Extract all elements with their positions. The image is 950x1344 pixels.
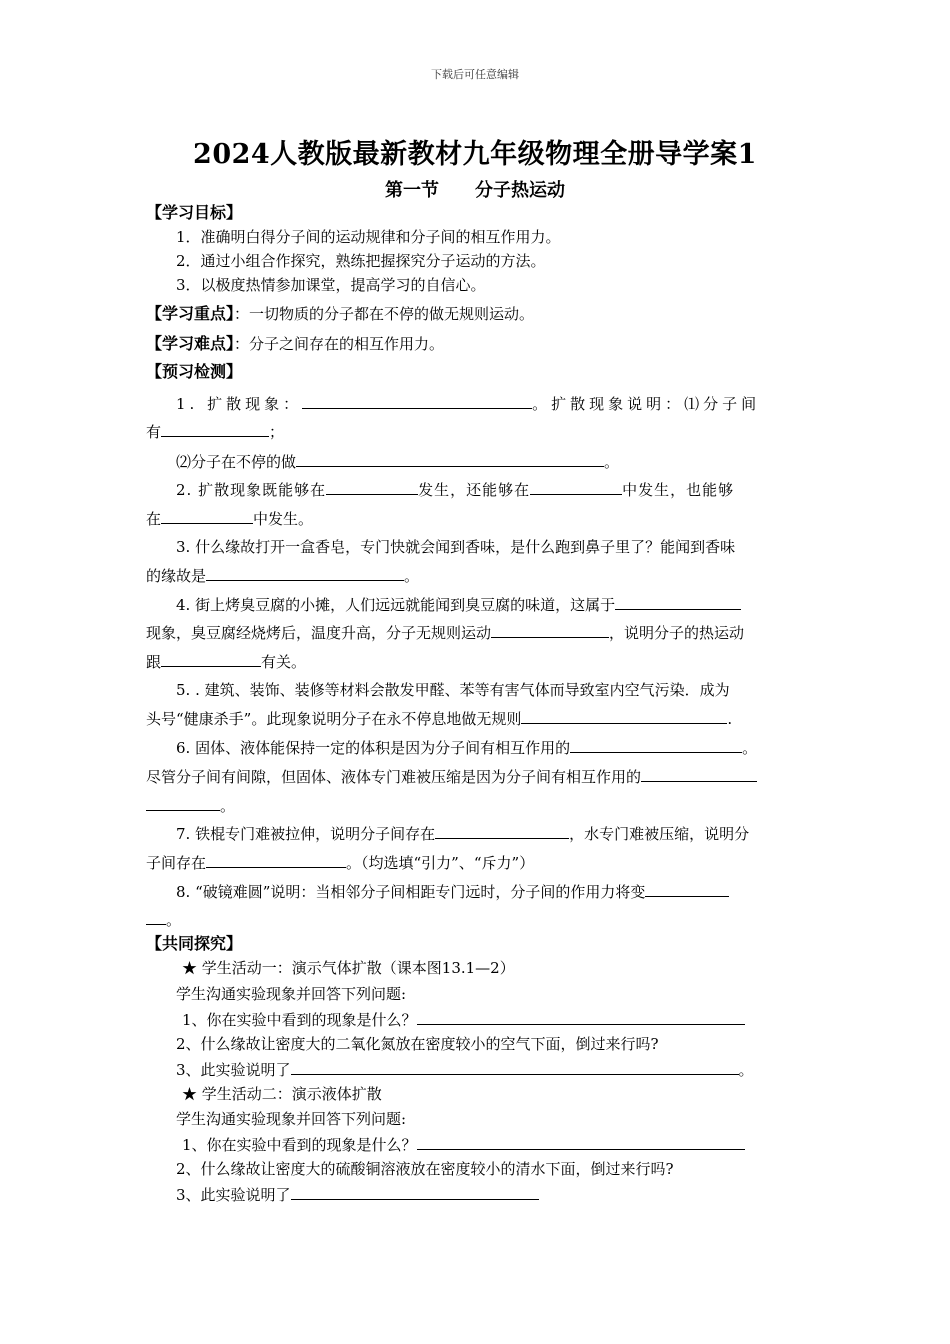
question-2 — [176, 479, 734, 500]
question-5: 5. . 建筑、装饰、装修等材料会散发甲醛、苯等有害气体而导致室内空气污染．成为 — [176, 681, 730, 699]
answer-blank[interactable] — [521, 708, 727, 724]
question-text: 中发生，也能够 — [622, 481, 735, 499]
preview-heading: 【预习检测】 — [146, 362, 243, 381]
question-2-cont — [146, 508, 313, 529]
question-7-cont — [146, 852, 534, 873]
activity-2-q2: 2、什么缘故让密度大的硫酸铜溶液放在密度较小的清水下面，倒过来行吗? — [176, 1160, 674, 1178]
key-point-heading: 【学习重点】 — [146, 304, 235, 323]
question-1 — [176, 393, 760, 414]
question-text: 1. 扩散现象： — [176, 395, 303, 413]
question-3: 3. 什么缘故打开一盒香皂，专门快就会闻到香味，是什么跑到鼻子里了？能闻到香味 — [176, 538, 736, 556]
section-title — [0, 176, 950, 202]
question-text: 。 — [220, 797, 236, 815]
question-text: 。 — [404, 567, 420, 585]
question-4 — [176, 594, 741, 615]
answer-blank[interactable] — [417, 1009, 745, 1025]
header-note: 下载后可任意编辑 — [431, 68, 519, 81]
activity-2-q3 — [176, 1184, 539, 1205]
question-text: 在 — [146, 510, 162, 528]
question-text: 。 — [166, 911, 182, 929]
answer-blank[interactable] — [291, 1059, 739, 1075]
question-6 — [176, 737, 757, 758]
key-point — [146, 304, 534, 324]
objective-item: 1．准确明白得分子间的运动规律和分子间的相互作用力。 — [176, 228, 561, 246]
activity-2-title: ★ 学生活动二：演示液体扩散 — [182, 1085, 382, 1103]
answer-blank[interactable] — [615, 594, 741, 610]
question-text: 。（均选填“引力”、“斥力”） — [346, 854, 535, 872]
difficulty-heading: 【学习难点】 — [146, 334, 235, 353]
answer-blank[interactable] — [161, 651, 261, 667]
objectives-heading: 【学习目标】 — [146, 203, 243, 222]
question-text: 头号“健康杀手”。此现象说明分子在永不停息地做无规则 — [146, 710, 522, 728]
activity-1-q2: 2、什么缘故让密度大的二氧化氮放在密度较小的空气下面，倒过来行吗? — [176, 1035, 659, 1053]
objective-item: 3．以极度热情参加课堂，提高学习的自信心。 — [176, 276, 486, 294]
question-text: 。 — [604, 453, 620, 471]
question-4-cont2 — [146, 651, 306, 672]
answer-blank[interactable] — [161, 508, 253, 524]
activity-1-intro: 学生沟通实验现象并回答下列问题: — [176, 985, 407, 1003]
question-text: 尽管分子间有间隙，但固体、液体专门难被压缩是因为分子间有相互作用的 — [146, 768, 642, 786]
answer-blank[interactable] — [302, 393, 532, 409]
activity-2-intro: 学生沟通实验现象并回答下列问题: — [176, 1110, 407, 1128]
answer-blank[interactable] — [161, 421, 269, 437]
activity-2-q1 — [182, 1134, 745, 1155]
question-text: ，说明分子的热运动 — [609, 624, 745, 642]
section-number: 第一节 — [385, 180, 439, 201]
answer-blank[interactable] — [491, 622, 609, 638]
question-text: 子间存在 — [146, 854, 207, 872]
question-6-cont — [146, 766, 757, 787]
question-8-cont — [146, 909, 181, 930]
answer-blank[interactable] — [146, 909, 166, 925]
question-text: 发生，还能够在 — [418, 481, 531, 499]
question-text: 跟 — [146, 653, 162, 671]
answer-blank[interactable] — [206, 565, 404, 581]
section-name: 分子热运动 — [475, 180, 565, 201]
answer-blank[interactable] — [645, 881, 729, 897]
question-text: 6. 固体、液体能保持一定的体积是因为分子间有相互作用的 — [176, 739, 571, 757]
question-text: 7. 铁棍专门难被拉伸，说明分子间存在 — [176, 825, 436, 843]
question-text: 1、你在实验中看到的现象是什么？ — [182, 1136, 417, 1154]
objective-item: 2．通过小组合作探究，熟练把握探究分子运动的方法。 — [176, 252, 546, 270]
question-text: 。扩散现象说明：⑴分子间 — [532, 395, 761, 413]
question-text: . — [727, 710, 733, 728]
question-6-cont2 — [146, 795, 235, 816]
question-text: 1、你在实验中看到的现象是什么？ — [182, 1011, 417, 1029]
question-text: 3、此实验说明了 — [176, 1186, 291, 1204]
activity-1-q1 — [182, 1009, 745, 1030]
document-title: 2024人教版最新教材九年级物理全册导学案1 — [193, 139, 757, 170]
question-text: 现象，臭豆腐经烧烤后，温度升高，分子无规则运动 — [146, 624, 492, 642]
question-text: 中发生。 — [253, 510, 314, 528]
question-4-cont — [146, 622, 744, 643]
answer-blank[interactable] — [146, 795, 220, 811]
difficulty-text: ：分子之间存在的相互作用力。 — [234, 335, 445, 353]
question-text: 有 — [146, 423, 162, 441]
question-text: ，水专门难被压缩，说明分 — [569, 825, 750, 843]
answer-blank[interactable] — [641, 766, 757, 782]
question-text: 4. 街上烤臭豆腐的小摊，人们远远就能闻到臭豆腐的味道，这属于 — [176, 596, 616, 614]
question-1-cont — [146, 421, 284, 442]
question-text: 。 — [738, 1061, 754, 1079]
difficulty — [146, 334, 444, 354]
question-text: ； — [269, 423, 285, 441]
explore-heading: 【共同探究】 — [146, 934, 243, 953]
question-text: 的缘故是 — [146, 567, 207, 585]
answer-blank[interactable] — [206, 852, 346, 868]
answer-blank[interactable] — [570, 737, 742, 753]
question-text: 有关。 — [261, 653, 307, 671]
activity-1-title: ★ 学生活动一：演示气体扩散（课本图13.1—2） — [182, 959, 515, 977]
answer-blank[interactable] — [291, 1184, 539, 1200]
question-text: 2. 扩散现象既能够在 — [176, 481, 327, 499]
answer-blank[interactable] — [435, 823, 569, 839]
question-text: 。 — [742, 739, 758, 757]
answer-blank[interactable] — [530, 479, 622, 495]
key-point-text: ：一切物质的分子都在不停的做无规则运动。 — [234, 305, 535, 323]
answer-blank[interactable] — [296, 451, 604, 467]
question-7 — [176, 823, 749, 844]
question-text: 3、此实验说明了 — [176, 1061, 291, 1079]
question-8 — [176, 881, 729, 902]
question-5-cont — [146, 708, 732, 729]
question-text: ⑵分子在不停的做 — [176, 453, 297, 471]
answer-blank[interactable] — [326, 479, 418, 495]
question-text: 8. “破镜难圆”说明：当相邻分子间相距专门远时，分子间的作用力将变 — [176, 883, 646, 901]
answer-blank[interactable] — [417, 1134, 745, 1150]
question-3-cont — [146, 565, 419, 586]
question-1-part2 — [176, 451, 619, 472]
activity-1-q3 — [176, 1059, 754, 1080]
